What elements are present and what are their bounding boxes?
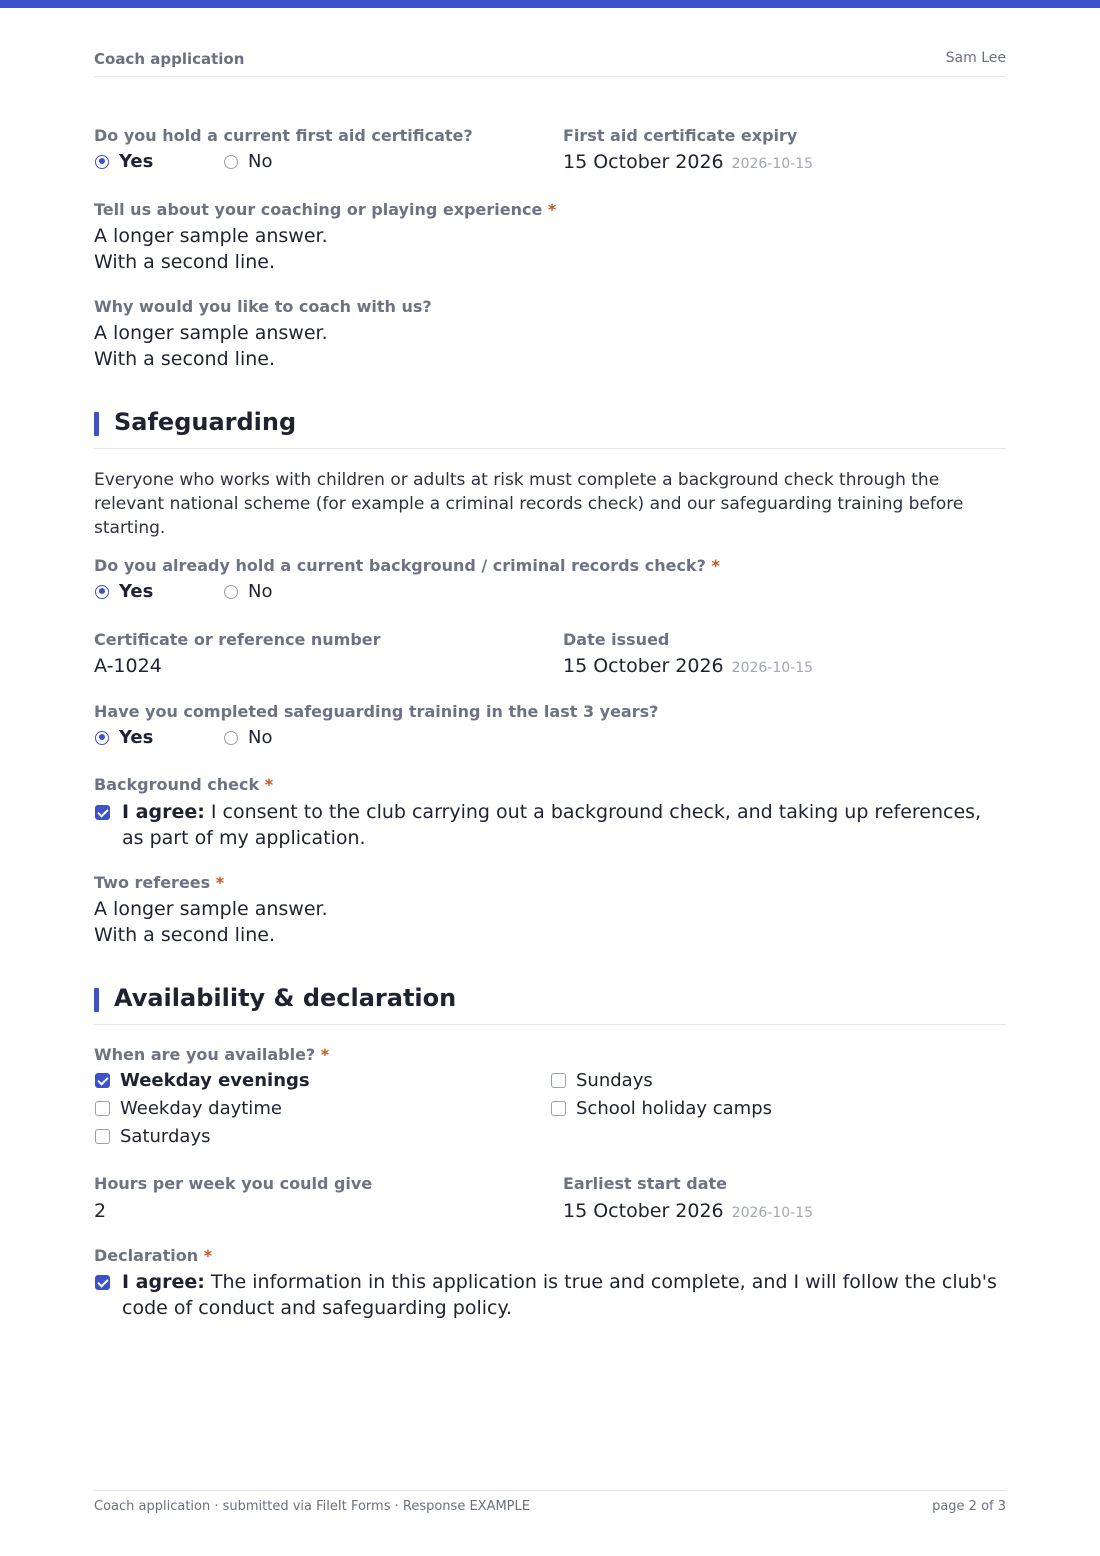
referees-label	[94, 873, 224, 892]
date-text: 15 October 2026	[563, 1200, 724, 1222]
hours-label: Hours per week you could give	[94, 1174, 373, 1193]
option-label: Yes	[119, 151, 154, 172]
date-issued-label: Date issued	[563, 630, 670, 649]
background-check-no-option[interactable]	[224, 581, 272, 602]
checkbox-checked-icon[interactable]	[95, 805, 110, 820]
agree-text: I consent to the club carrying out a background check, and taking up references, as part of my application.	[122, 801, 982, 849]
training-no-option[interactable]	[224, 727, 272, 748]
footer-info: Coach application · submitted via FileIt Forms · Response EXAMPLE	[94, 1499, 530, 1514]
form-title: Coach application	[94, 50, 245, 68]
declaration-label	[94, 1246, 212, 1265]
background-check-yes-option[interactable]	[95, 581, 153, 602]
referees-answer	[94, 897, 328, 948]
first-aid-expiry-label: First aid certificate expiry	[563, 126, 798, 145]
page-footer	[94, 1490, 1006, 1514]
motivation-answer	[94, 321, 328, 372]
iso-date: 2026-10-15	[731, 1205, 814, 1221]
section-heading-safeguarding	[94, 410, 1006, 449]
iso-date: 2026-10-15	[731, 660, 814, 676]
availability-option-weekday-daytime[interactable]	[95, 1098, 282, 1119]
experience-label	[94, 200, 556, 219]
option-label: Weekday daytime	[120, 1098, 282, 1119]
label-text: Do you already hold a current background / criminal records check?	[94, 556, 706, 575]
radio-selected-icon	[95, 731, 109, 745]
required-marker: *	[547, 200, 557, 219]
option-label: No	[248, 151, 273, 172]
respondent-name: Sam Lee	[945, 50, 1006, 66]
required-marker: *	[203, 1246, 213, 1265]
radio-selected-icon	[95, 585, 109, 599]
availability-option-weekday-evenings[interactable]	[95, 1070, 310, 1091]
page-number: page 2 of 3	[932, 1499, 1006, 1514]
required-marker: *	[264, 775, 274, 794]
background-check-question	[94, 556, 720, 575]
checkbox-empty-icon	[95, 1101, 110, 1116]
top-accent-bar	[0, 0, 1100, 8]
iso-date: 2026-10-15	[731, 156, 814, 172]
radio-empty-icon	[224, 155, 238, 169]
label-text: Tell us about your coaching or playing experience	[94, 200, 543, 219]
start-date-label: Earliest start date	[563, 1174, 728, 1193]
answer-line: With a second line.	[94, 250, 275, 273]
section-title: Safeguarding	[114, 408, 297, 436]
radio-empty-icon	[224, 585, 238, 599]
motivation-label: Why would you like to coach with us?	[94, 297, 432, 316]
checkbox-checked-icon	[95, 1073, 110, 1088]
first-aid-no-option[interactable]	[224, 151, 272, 172]
label-text: Two referees	[94, 873, 211, 892]
required-marker: *	[215, 873, 225, 892]
required-marker: *	[320, 1045, 330, 1064]
option-label: Sundays	[576, 1070, 653, 1091]
checkbox-empty-icon	[551, 1073, 566, 1088]
availability-option-school-holiday-camps[interactable]	[551, 1098, 772, 1119]
option-label: Yes	[119, 581, 154, 602]
option-label: No	[248, 581, 273, 602]
date-text: 15 October 2026	[563, 655, 724, 677]
declaration-text	[122, 1269, 1006, 1321]
experience-answer	[94, 224, 328, 275]
required-marker: *	[711, 556, 720, 575]
checkbox-empty-icon	[551, 1101, 566, 1116]
checkbox-empty-icon	[95, 1129, 110, 1144]
consent-text	[122, 799, 1006, 851]
answer-line: With a second line.	[94, 347, 275, 370]
section-title: Availability & declaration	[114, 984, 457, 1012]
radio-selected-icon	[95, 155, 109, 169]
option-label: Saturdays	[120, 1126, 211, 1147]
first-aid-question: Do you hold a current first aid certificate?	[94, 126, 473, 145]
certificate-number-label: Certificate or reference number	[94, 630, 381, 649]
option-label: Weekday evenings	[120, 1070, 310, 1091]
availability-option-saturdays[interactable]	[95, 1126, 211, 1147]
hours-value: 2	[94, 1200, 107, 1222]
answer-line: A longer sample answer.	[94, 322, 328, 344]
availability-option-sundays[interactable]	[551, 1070, 653, 1091]
option-label: No	[248, 727, 273, 748]
certificate-number-value: A-1024	[94, 655, 162, 677]
first-aid-expiry-value	[563, 151, 813, 173]
section-accent-bar	[94, 988, 99, 1012]
label-text: When are you available?	[94, 1045, 316, 1064]
answer-line: A longer sample answer.	[94, 225, 328, 247]
training-question: Have you completed safeguarding training in the last 3 years?	[94, 702, 659, 721]
answer-line: With a second line.	[94, 923, 275, 946]
label-text: Declaration	[94, 1246, 199, 1265]
agree-prefix: I agree:	[122, 1271, 205, 1293]
answer-line: A longer sample answer.	[94, 898, 328, 920]
agree-prefix: I agree:	[122, 801, 205, 823]
background-check-consent-label	[94, 775, 273, 794]
section-accent-bar	[94, 412, 99, 436]
checkbox-checked-icon[interactable]	[95, 1275, 110, 1290]
training-yes-option[interactable]	[95, 727, 153, 748]
option-label: School holiday camps	[576, 1098, 772, 1119]
first-aid-yes-option[interactable]	[95, 151, 153, 172]
start-date-value	[563, 1200, 813, 1222]
option-label: Yes	[119, 727, 154, 748]
date-text: 15 October 2026	[563, 151, 724, 173]
date-issued-value	[563, 655, 813, 677]
section-heading-availability	[94, 986, 1006, 1025]
radio-empty-icon	[224, 731, 238, 745]
page-header	[94, 48, 1006, 77]
safeguarding-intro: Everyone who works with children or adults at risk must complete a background check through the relevant national scheme (for example a criminal records check) and our safeguarding training before starting.	[94, 470, 964, 538]
agree-text: The information in this application is true and complete, and I will follow the club's code of conduct and safeguarding policy.	[122, 1271, 997, 1319]
label-text: Background check	[94, 775, 260, 794]
availability-question	[94, 1045, 329, 1064]
